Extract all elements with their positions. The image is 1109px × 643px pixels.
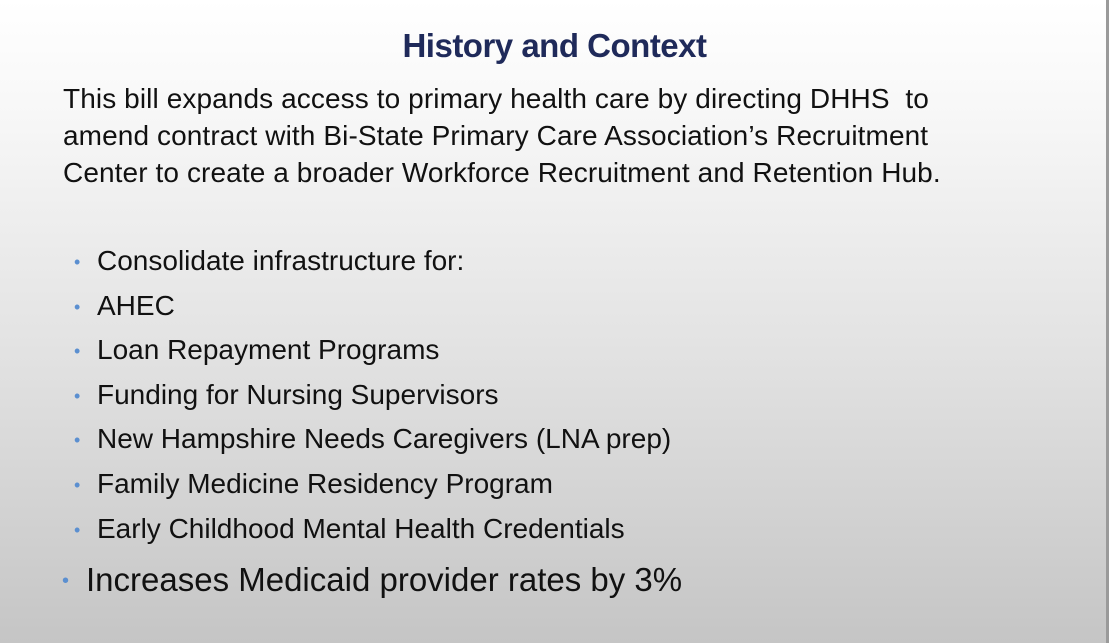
bullet-dot-icon: • (74, 519, 81, 540)
bullet-item (0, 417, 671, 462)
bullet-item (0, 284, 671, 329)
bullet-text: Consolidate infrastructure for: (97, 245, 465, 276)
bullet-dot-icon: • (74, 430, 81, 451)
final-bullet-text: Increases Medicaid provider rates by 3% (86, 561, 683, 598)
bullet-text: Early Childhood Mental Health Credentials (97, 512, 625, 544)
final-bullet (0, 558, 682, 602)
intro-paragraph: This bill expands access to primary health care by directing DHHS to amend contract with Bi-State Primary Care Association’s Recruitment Center to create a broader Workforce Recruitment and Retention Hub. (63, 83, 941, 188)
slide-title: History and Context (402, 27, 707, 64)
bullet-text: New Hampshire Needs Caregivers (LNA prep) (97, 423, 672, 455)
bullet-text: Loan Repayment Programs (97, 334, 440, 366)
bullet-list (0, 239, 671, 551)
bullet-item (0, 239, 671, 284)
bullet-item (0, 507, 671, 552)
bullet-item (0, 462, 671, 507)
bullet-item (0, 328, 671, 373)
bullet-dot-icon: • (74, 341, 81, 362)
bullet-item (0, 373, 671, 418)
bullet-dot-icon: • (74, 474, 81, 495)
bullet-text: Family Medicine Residency Program (97, 467, 553, 499)
bullet-dot-icon: • (74, 252, 81, 272)
bullet-dot-icon: • (62, 570, 70, 592)
bullet-dot-icon: • (74, 385, 81, 406)
bullet-text: Funding for Nursing Supervisors (97, 378, 499, 410)
bullet-text: AHEC (97, 289, 175, 321)
bullet-dot-icon: • (74, 296, 81, 317)
